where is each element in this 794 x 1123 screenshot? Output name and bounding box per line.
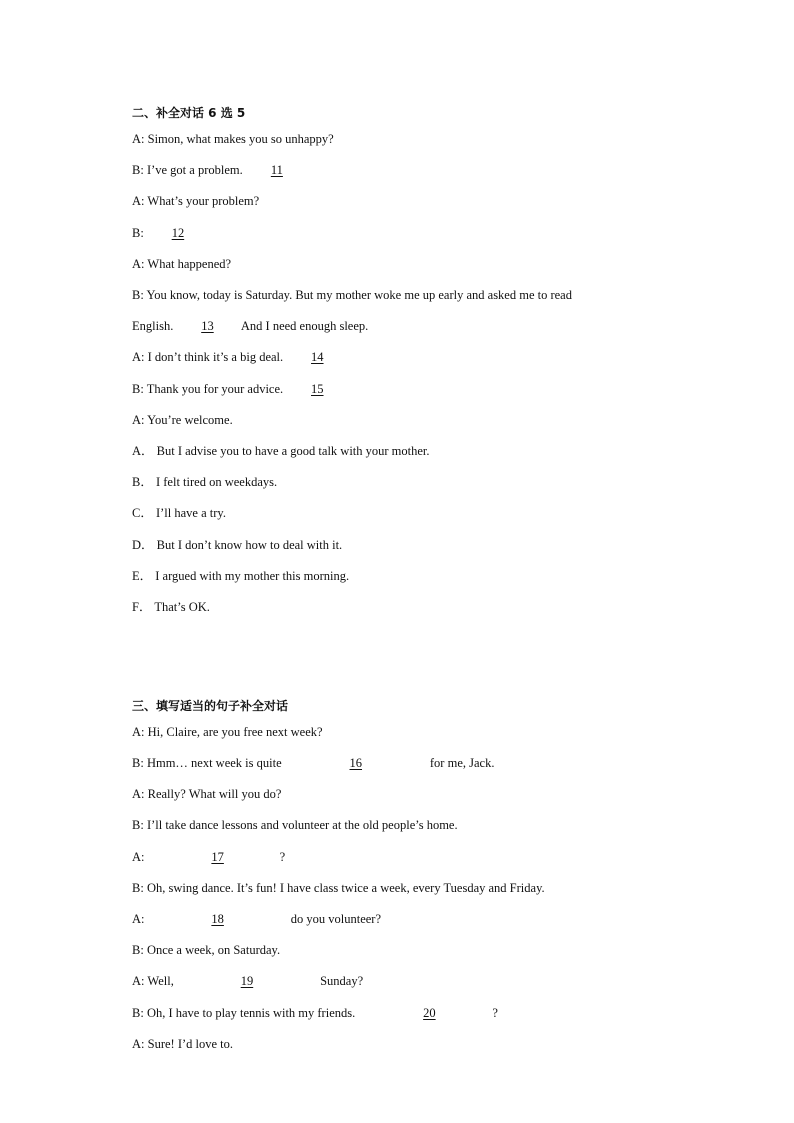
- dialogue-line: [132, 786, 281, 802]
- line-text: Once a week, on Saturday.: [146, 943, 281, 957]
- line-text: Simon, what makes you so unhappy?: [147, 132, 334, 146]
- line-text: You know, today is Saturday. But my mother woke me up early and asked me to read: [146, 288, 572, 302]
- option-item: [132, 474, 277, 490]
- dialogue-line: [132, 724, 323, 740]
- section3-heading: 三、填写适当的句子补全对话: [132, 699, 289, 713]
- answer-blank-20[interactable]: 20: [423, 1006, 436, 1020]
- speaker: A:: [132, 850, 145, 864]
- line-text: Sure! I’d love to.: [147, 1037, 234, 1051]
- dialogue-line: [132, 817, 458, 833]
- dialogue-line: [132, 1005, 498, 1021]
- speaker: B:: [132, 943, 144, 957]
- option-item: [132, 599, 210, 615]
- line-text: English.: [132, 319, 174, 333]
- dialogue-line: [132, 256, 231, 272]
- option-text: I’ll have a try.: [155, 506, 226, 520]
- dialogue-line: [132, 287, 572, 303]
- line-text-after: ?: [279, 850, 286, 864]
- speaker: A:: [132, 1037, 145, 1051]
- speaker: B:: [132, 288, 144, 302]
- option-text: I felt tired on weekdays.: [155, 475, 278, 489]
- line-text: What happened?: [147, 257, 232, 271]
- option-text: But I don’t know how to deal with it.: [156, 538, 343, 552]
- option-letter: C．: [132, 506, 153, 520]
- answer-blank-19[interactable]: 19: [240, 974, 254, 988]
- answer-blank-18[interactable]: 18: [211, 912, 224, 926]
- answer-blank-14[interactable]: 14: [311, 350, 324, 364]
- option-item: [132, 537, 342, 553]
- dialogue-line: [132, 318, 368, 334]
- speaker: A:: [132, 912, 145, 926]
- speaker: A:: [132, 132, 145, 146]
- option-item: [132, 505, 226, 521]
- option-text: But I advise you to have a good talk with your mother.: [156, 444, 430, 458]
- line-text-after: And I need enough sleep.: [240, 319, 369, 333]
- answer-blank-12[interactable]: 12: [171, 226, 185, 240]
- line-text-after: Sunday?: [320, 974, 364, 988]
- line-text: Oh, swing dance. It’s fun! I have class twice a week, every Tuesday and Friday.: [146, 881, 545, 895]
- dialogue-line: [132, 911, 381, 927]
- dialogue-line: [132, 131, 334, 147]
- line-text: Oh, I have to play tennis with my friends.: [146, 1006, 356, 1020]
- line-text: I’ve got a problem.: [146, 163, 243, 177]
- dialogue-line: [132, 880, 545, 896]
- section2-heading: 二、补全对话 6 选 5: [132, 106, 246, 120]
- answer-blank-16[interactable]: 16: [349, 756, 363, 770]
- speaker: B:: [132, 163, 144, 177]
- answer-blank-11[interactable]: 11: [270, 163, 283, 177]
- speaker: B:: [132, 1006, 144, 1020]
- dialogue-line: [132, 381, 340, 397]
- speaker: B:: [132, 818, 144, 832]
- dialogue-line: [132, 942, 280, 958]
- dialogue-line: [132, 349, 340, 365]
- speaker: B:: [132, 756, 144, 770]
- line-text-after: do you volunteer?: [290, 912, 382, 926]
- dialogue-line: [132, 162, 300, 178]
- dialogue-line: [132, 412, 233, 428]
- line-text: What’s your problem?: [147, 194, 260, 208]
- option-item: [132, 443, 430, 459]
- line-text: Well,: [147, 974, 174, 988]
- dialogue-line: [132, 193, 259, 209]
- option-letter: F．: [132, 600, 152, 614]
- speaker: A:: [132, 413, 145, 427]
- dialogue-line: [132, 755, 494, 771]
- line-text: Hmm… next week is quite: [146, 756, 282, 770]
- option-letter: D．: [132, 538, 154, 552]
- answer-blank-17[interactable]: 17: [211, 850, 224, 864]
- option-text: That’s OK.: [154, 600, 210, 614]
- line-text: I don’t think it’s a big deal.: [147, 350, 284, 364]
- line-text-after: ?: [492, 1006, 498, 1020]
- line-text: Hi, Claire, are you free next week?: [147, 725, 323, 739]
- option-letter: A．: [132, 444, 154, 458]
- dialogue-line: [132, 1036, 233, 1052]
- line-text-after: for me, Jack.: [429, 756, 495, 770]
- option-item: [132, 568, 349, 584]
- speaker: A:: [132, 257, 145, 271]
- line-text: Really? What will you do?: [147, 787, 282, 801]
- speaker: A:: [132, 787, 145, 801]
- option-text: I argued with my mother this morning.: [155, 569, 350, 583]
- dialogue-line: [132, 973, 363, 989]
- speaker: A:: [132, 194, 145, 208]
- option-letter: E．: [132, 569, 153, 583]
- speaker: A:: [132, 974, 145, 988]
- speaker: B:: [132, 226, 144, 240]
- answer-blank-15[interactable]: 15: [311, 382, 324, 396]
- line-text: I’ll take dance lessons and volunteer at the old people’s home.: [146, 818, 458, 832]
- line-text: Thank you for your advice.: [146, 382, 284, 396]
- line-text: You’re welcome.: [147, 413, 233, 427]
- answer-blank-13[interactable]: 13: [201, 319, 214, 333]
- option-letter: B．: [132, 475, 153, 489]
- dialogue-line: [132, 225, 201, 241]
- dialogue-line: [132, 849, 285, 865]
- speaker: A:: [132, 350, 145, 364]
- speaker: A:: [132, 725, 145, 739]
- speaker: B:: [132, 382, 144, 396]
- speaker: B:: [132, 881, 144, 895]
